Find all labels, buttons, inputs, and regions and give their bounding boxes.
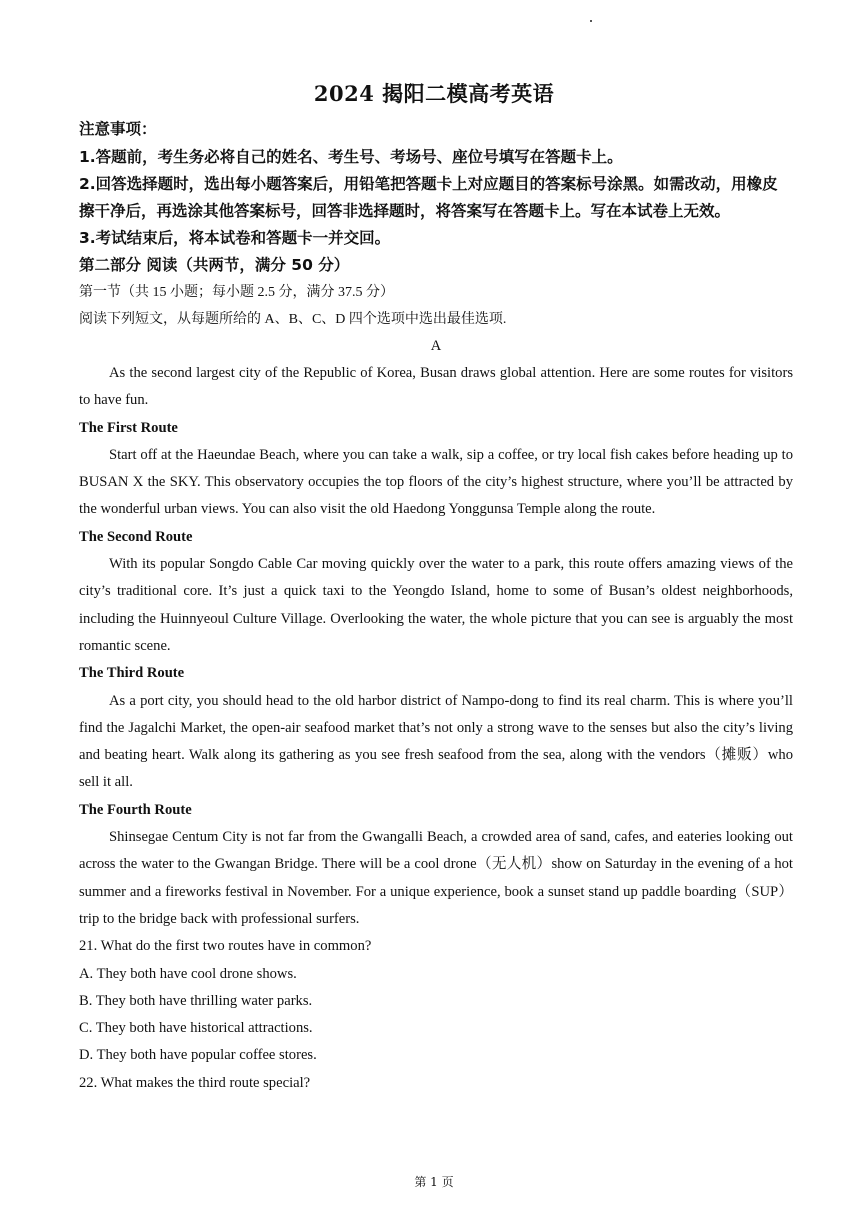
part-heading: 第二部分 阅读（共两节，满分 50 分）	[79, 256, 350, 274]
notice-item: 1.答题前，考生务必将自己的姓名、考生号、考场号、座位号填写在答题卡上。	[79, 148, 623, 166]
scan-dot	[590, 20, 592, 22]
answer-option: B. They both have thrilling water parks.	[79, 992, 313, 1009]
notice-item: 3.考试结束后，将本试卷和答题卡一并交回。	[79, 229, 391, 247]
page-content	[79, 116, 793, 1097]
route-heading: The Third Route	[79, 665, 185, 682]
route-text: Start off at the Haeundae Beach, where you can take a walk, sip a coffee, or try local fish cakes before heading up to BUSAN X the SKY. This observatory occupies the top floors of the city’s highest structure, where you’ll be attracted by the wonderful urban views. You can also visit the old Haedong Yonggunsa Temple along the route.	[79, 446, 793, 518]
passage-intro: As the second largest city of the Republic of Korea, Busan draws global attention. Here are some routes for visitors to have fun.	[79, 365, 793, 409]
answer-option: A. They both have cool drone shows.	[79, 965, 297, 982]
route-heading: The Fourth Route	[79, 801, 192, 818]
route-heading: The First Route	[79, 419, 178, 436]
passage-label: A	[430, 338, 442, 354]
question-stem: 21. What do the first two routes have in common?	[79, 938, 372, 955]
notice-item: 2.回答选择题时，选出每小题答案后，用铅笔把答题卡上对应题目的答案标号涂黑。如需改动，用橡皮擦干净后，再选涂其他答案标号，回答非选择题时，将答案写在答题卡上。写在本试卷上无效。	[79, 175, 778, 220]
instruction: 阅读下列短文，从每题所给的 A、B、C、D 四个选项中选出最佳选项.	[79, 312, 507, 327]
answer-option: C. They both have historical attractions.	[79, 1020, 313, 1037]
route-text: With its popular Songdo Cable Car moving quickly over the water to a park, this route offers amazing views of the city’s traditional core. It’s just a quick taxi to the Yeongdo Island, home to some of Busan’s oldest neighborhoods, including the Huinnyeoul Culture Village. Overlooking the water, the whole picture that you can see is arguably the most romantic scene.	[79, 556, 793, 654]
page-number: 第 1 页	[414, 1175, 454, 1189]
route-text: As a port city, you should head to the old harbor district of Nampo-dong to find its real charm. This is where you’ll find the Jagalchi Market, the open-air seafood market that’s not only a strong wave to the senses but also the city’s living and beating heart. Walk along its gathering as you see fresh seafood from the sea, along with the vendors（摊贩）who sell it all.	[79, 692, 793, 791]
page-title: 2024 揭阳二模高考英语	[313, 81, 555, 106]
notice-heading: 注意事项：	[79, 120, 157, 138]
route-heading: The Second Route	[79, 528, 193, 545]
answer-option: D. They both have popular coffee stores.	[79, 1047, 317, 1064]
route-text: Shinsegae Centum City is not far from the Gwangalli Beach, a crowded area of sand, cafes, and eateries looking out across the water to the Gwangan Bridge. There will be a cool drone（无人机）show on Saturday in the evening of a hot summer and a fireworks festival in November. For a unique experience, book a sunset stand up paddle boarding（SUP）trip to the bridge back with professional surfers.	[79, 829, 793, 927]
section-note: 第一节（共 15 小题；每小题 2.5 分，满分 37.5 分）	[79, 285, 394, 300]
question-stem: 22. What makes the third route special?	[79, 1074, 311, 1091]
